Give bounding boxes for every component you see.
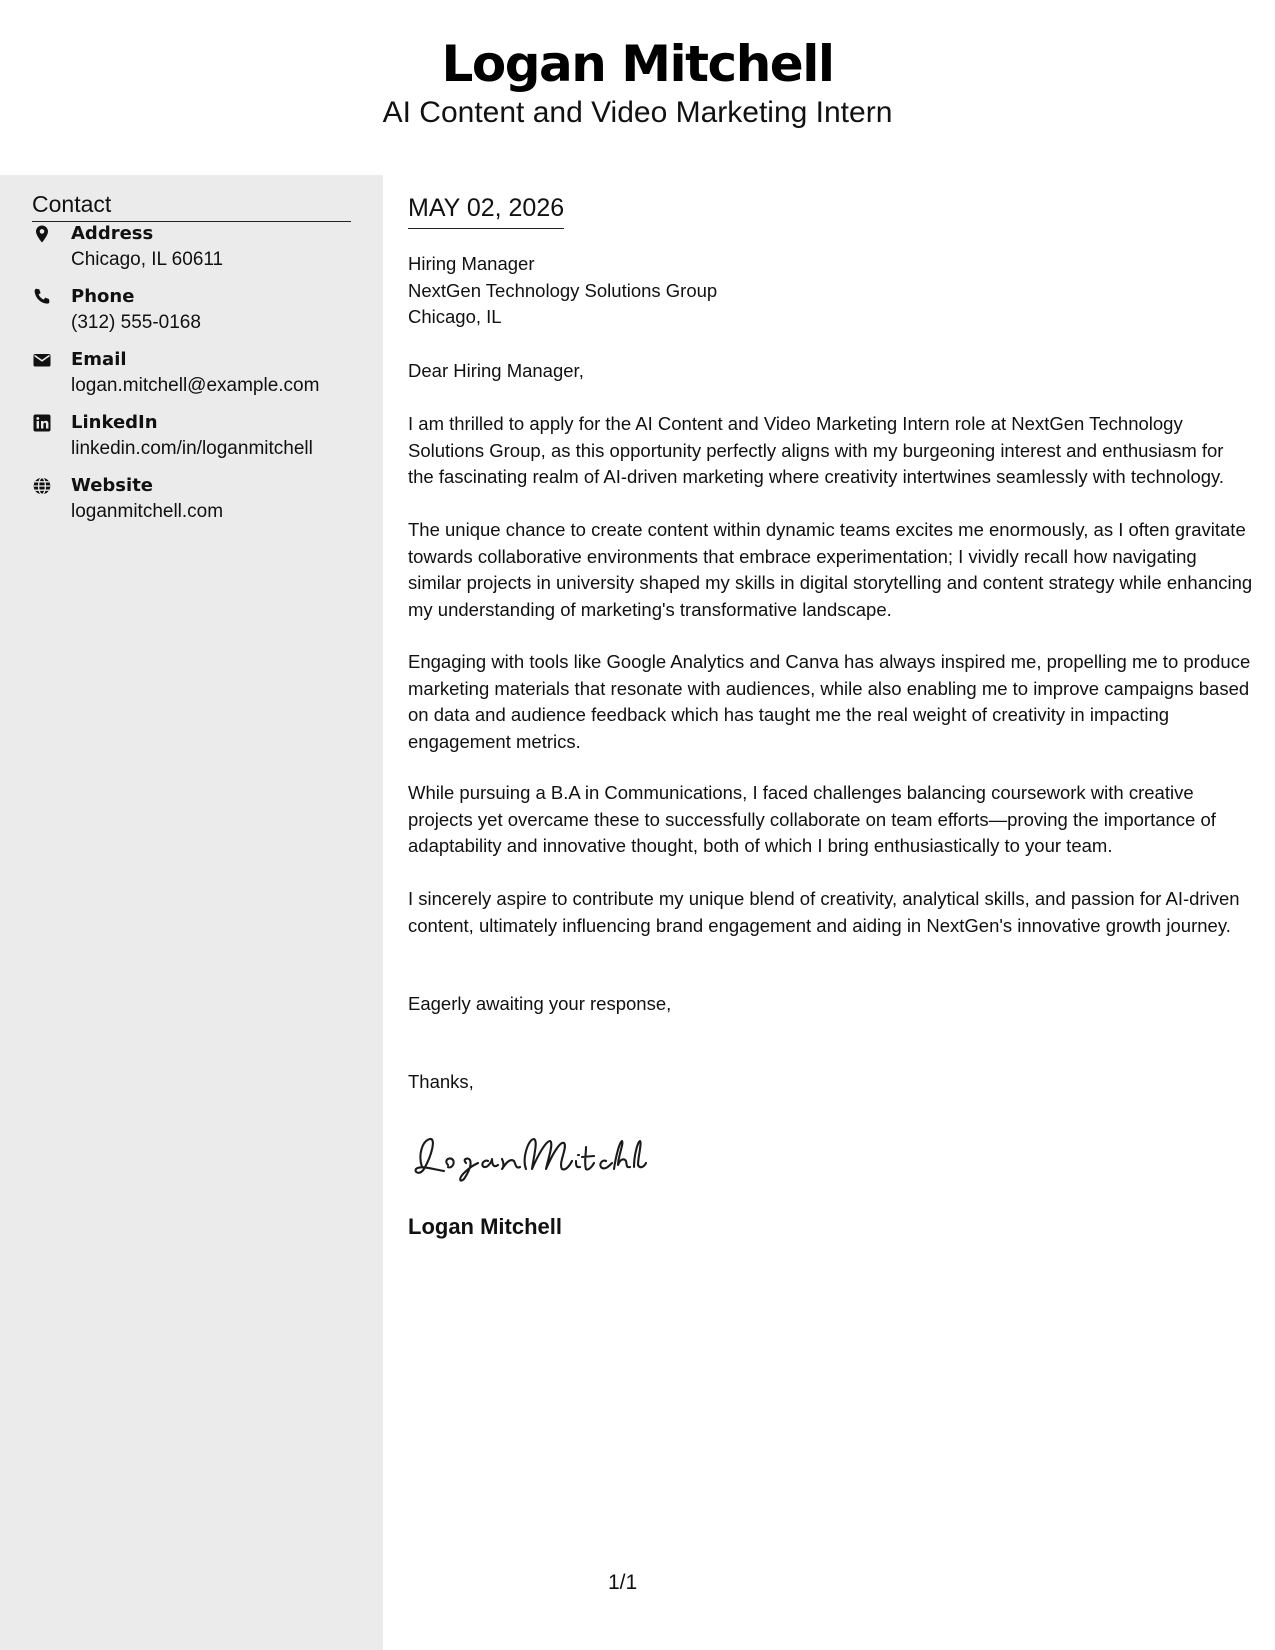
signed-name: Logan Mitchell [408,1214,562,1239]
candidate-role: AI Content and Video Marketing Intern [382,96,893,129]
page-number: 1/1 [608,1571,638,1594]
contact-value: Chicago, IL 60611 [71,249,224,270]
contact-label: LinkedIn [71,412,158,433]
recipient-location: Chicago, IL [408,306,502,327]
header [0,0,1275,175]
recipient-company: NextGen Technology Solutions Group [408,279,718,301]
candidate-name: Logan Mitchell [441,35,834,93]
contact-label: Address [71,223,154,244]
contact-value: logan.mitchell@example.com [71,375,320,396]
paragraph: I sincerely aspire to contribute my unique blend of creativity, analytical skills, and passion for AI-driven content, ultimately influencing brand engagement and aiding in NextGen's innovative growth journey. [408,888,1240,936]
contact-sidebar [0,175,383,1650]
paragraph: Engaging with tools like Google Analytics and Canva has always inspired me, propelling me to produce marketing materials that resonate with audiences, while also enabling me to improve campaigns based on data and audience feedback which has taught me the real weight of creativity in impacting engagement metrics. [408,651,1251,752]
globe-icon [32,476,54,498]
phone-icon [32,287,54,309]
contact-item-linkedin [32,411,362,467]
contact-value: loganmitchell.com [71,501,224,522]
greeting: Dear Hiring Manager, [408,360,584,381]
linkedin-icon [32,413,54,435]
contact-value: (312) 555-0168 [71,312,201,333]
handwritten-signature [408,1125,648,1185]
contact-label: Website [71,475,154,496]
contact-item-phone [32,285,362,341]
paragraph: The unique chance to create content within dynamic teams excites me enormously, as I often gravitate towards collaborative environments that embrace experimentation; I vividly recall how navigating similar projects in university shaped my skills in digital storytelling and content strategy while enhancing my understanding of marketing's transformative landscape. [408,519,1253,620]
envelope-icon [32,350,54,372]
contact-item-address [32,222,362,278]
signoff: Thanks, [408,1071,474,1092]
closing-line: Eagerly awaiting your response, [408,993,672,1014]
contact-heading: Contact [32,189,351,222]
recipient-title: Hiring Manager [408,253,535,274]
contact-item-email [32,348,362,404]
contact-label: Phone [71,286,135,307]
contact-value: linkedin.com/in/loganmitchell [71,438,313,459]
contact-label: Email [71,349,127,370]
paragraph: I am thrilled to apply for the AI Content and Video Marketing Intern role at NextGen Technology Solutions Group, as this opportunity perfectly aligns with my burgeoning interest and enthusiasm for the fascinating realm of AI-driven marketing where creativity intertwines seamlessly with technology. [408,413,1225,487]
map-pin-icon [32,224,54,246]
contact-item-website [32,474,362,530]
paragraph: While pursuing a B.A in Communications, I faced challenges balancing coursework with creative projects yet overcame these to successfully collaborate on team efforts—proving the importance of adaptability and innovative thought, both of which I bring enthusiastically to your team. [408,782,1216,856]
letter-date: MAY 02, 2026 [408,192,564,229]
recipient-block [408,251,717,331]
